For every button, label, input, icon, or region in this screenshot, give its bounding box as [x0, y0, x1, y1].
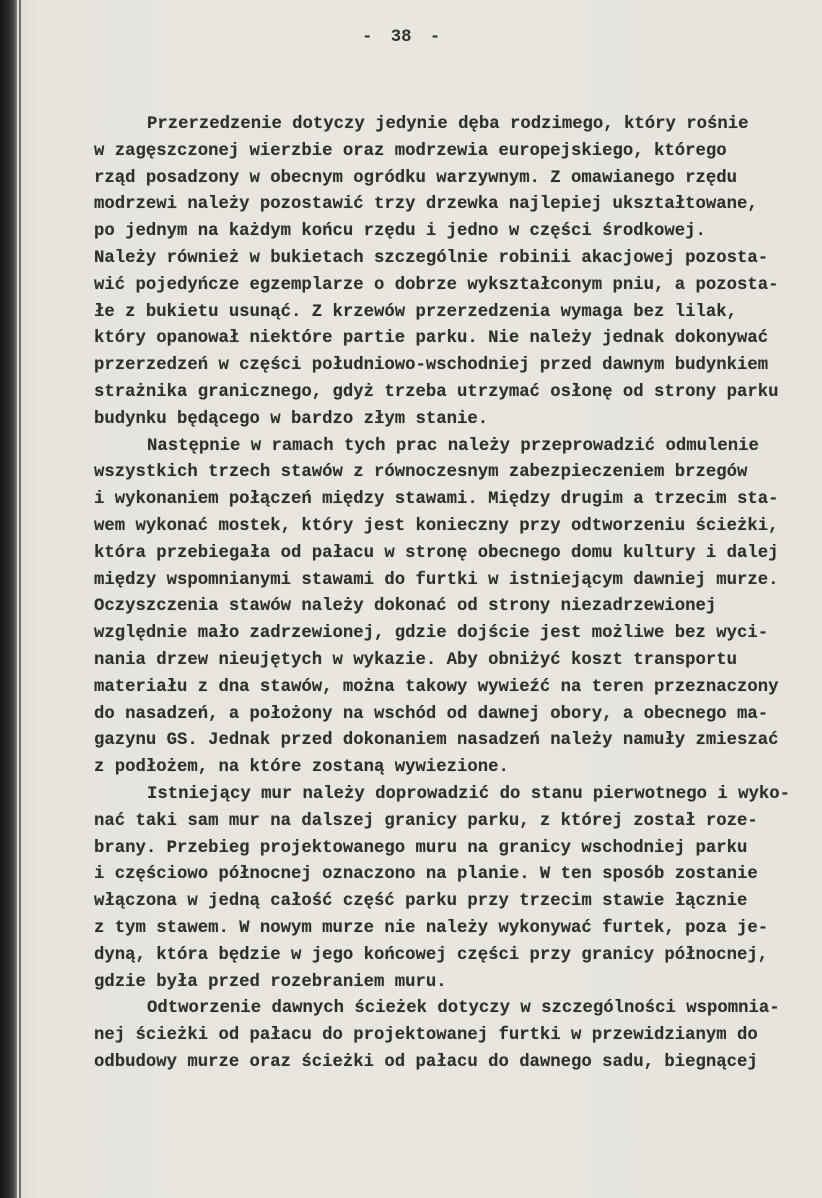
- paragraph: [94, 996, 814, 1076]
- text-line: nać taki sam mur na dalszej granicy parku, z której został roze-: [94, 811, 758, 831]
- text-line: i wykonaniem połączeń między stawami. Między drugim a trzecim sta-: [94, 490, 779, 510]
- text-line: nej ścieżki od pałacu do projektowanej furtki w przewidzianym do: [94, 1026, 758, 1046]
- text-line: wem wykonać mostek, który jest konieczny przy odtworzeniu ścieżki,: [94, 516, 779, 536]
- text-line: gdzie była przed rozebraniem muru.: [94, 972, 447, 992]
- text-line: nania drzew nieujętych w wykazie. Aby obniżyć koszt transportu: [94, 650, 737, 670]
- text-line: strażnika granicznego, gdyż trzeba utrzymać osłonę od strony parku: [94, 382, 779, 402]
- text-line: Oczyszczenia stawów należy dokonać od strony niezadrzewionej: [94, 597, 717, 617]
- text-line: brany. Przebieg projektowanego muru na granicy wschodniej parku: [94, 838, 748, 858]
- paragraph: [94, 112, 814, 434]
- text-line: po jednym na każdym końcu rzędu i jedno w części środkowej.: [94, 222, 706, 242]
- text-line: która przebiegała od pałacu w stronę obecnego domu kultury i dalej: [94, 543, 779, 563]
- page-number: - 38 -: [362, 28, 441, 47]
- binding-shadow-line: [19, 0, 21, 1198]
- text-line: w zagęszczonej wierzbie oraz modrzewia europejskiego, którego: [94, 141, 727, 161]
- text-line: modrzewi należy pozostawić trzy drzewka najlepiej ukształtowane,: [94, 195, 758, 215]
- text-line: i częściowo północnej oznaczono na planie. W ten sposób zostanie: [94, 865, 758, 885]
- paragraph: [94, 434, 814, 782]
- text-line: między wspomnianymi stawami do furtki w istniejącym dawniej murze.: [94, 570, 779, 590]
- text-line: rząd posadzony w obecnym ogródku warzywnym. Z omawianego rzędu: [94, 168, 737, 188]
- text-line: Istniejący mur należy doprowadzić do stanu pierwotnego i wyko-: [147, 784, 790, 804]
- text-line: który opanował niektóre partie parku. Nie należy jednak dokonywać: [94, 329, 769, 349]
- text-line: do nasadzeń, a położony na wschód od dawnej obory, a obecnego ma-: [94, 704, 769, 724]
- text-line: odbudowy murze oraz ścieżki od pałacu do dawnego sadu, biegnącej: [94, 1052, 758, 1072]
- text-line: gazynu GS. Jednak przed dokonaniem nasadzeń należy namuły zmieszać: [94, 731, 779, 751]
- text-line: materiału z dna stawów, można takowy wywieźć na teren przeznaczony: [94, 677, 779, 697]
- text-line: wić pojedyńcze egzemplarze o dobrze wykształconym pniu, a pozosta-: [94, 275, 779, 295]
- text-line: budynku będącego w bardzo złym stanie.: [94, 409, 489, 429]
- text-line: względnie mało zadrzewionej, gdzie dojście jest możliwe bez wyci-: [94, 624, 769, 644]
- text-line: z podłożem, na które zostaną wywiezione.: [94, 758, 509, 778]
- binding-edge: [0, 0, 17, 1198]
- text-line: z tym stawem. W nowym murze nie należy wykonywać furtek, poza je-: [94, 918, 769, 938]
- text-line: Następnie w ramach tych prac należy przeprowadzić odmulenie: [147, 436, 759, 456]
- document-body: [94, 112, 814, 1077]
- text-line: łe z bukietu usunąć. Z krzewów przerzedzenia wymaga bez lilak,: [94, 302, 737, 322]
- text-line: Przerzedzenie dotyczy jedynie dęba rodzimego, który rośnie: [147, 115, 749, 134]
- text-line: wszystkich trzech stawów z równoczesnym zabezpieczeniem brzegów: [94, 463, 748, 483]
- paragraph: [94, 782, 814, 996]
- text-line: przerzedzeń w części południowo-wschodniej przed dawnym budynkiem: [94, 356, 769, 376]
- text-line: Odtworzenie dawnych ścieżek dotyczy w szczególności wspomnia-: [147, 999, 780, 1019]
- text-line: dyną, która będzie w jego końcowej części przy granicy północnej,: [94, 945, 769, 965]
- text-line: włączona w jedną całość część parku przy trzecim stawie łącznie: [94, 892, 748, 912]
- text-line: Należy również w bukietach szczególnie robinii akacjowej pozosta-: [94, 248, 769, 268]
